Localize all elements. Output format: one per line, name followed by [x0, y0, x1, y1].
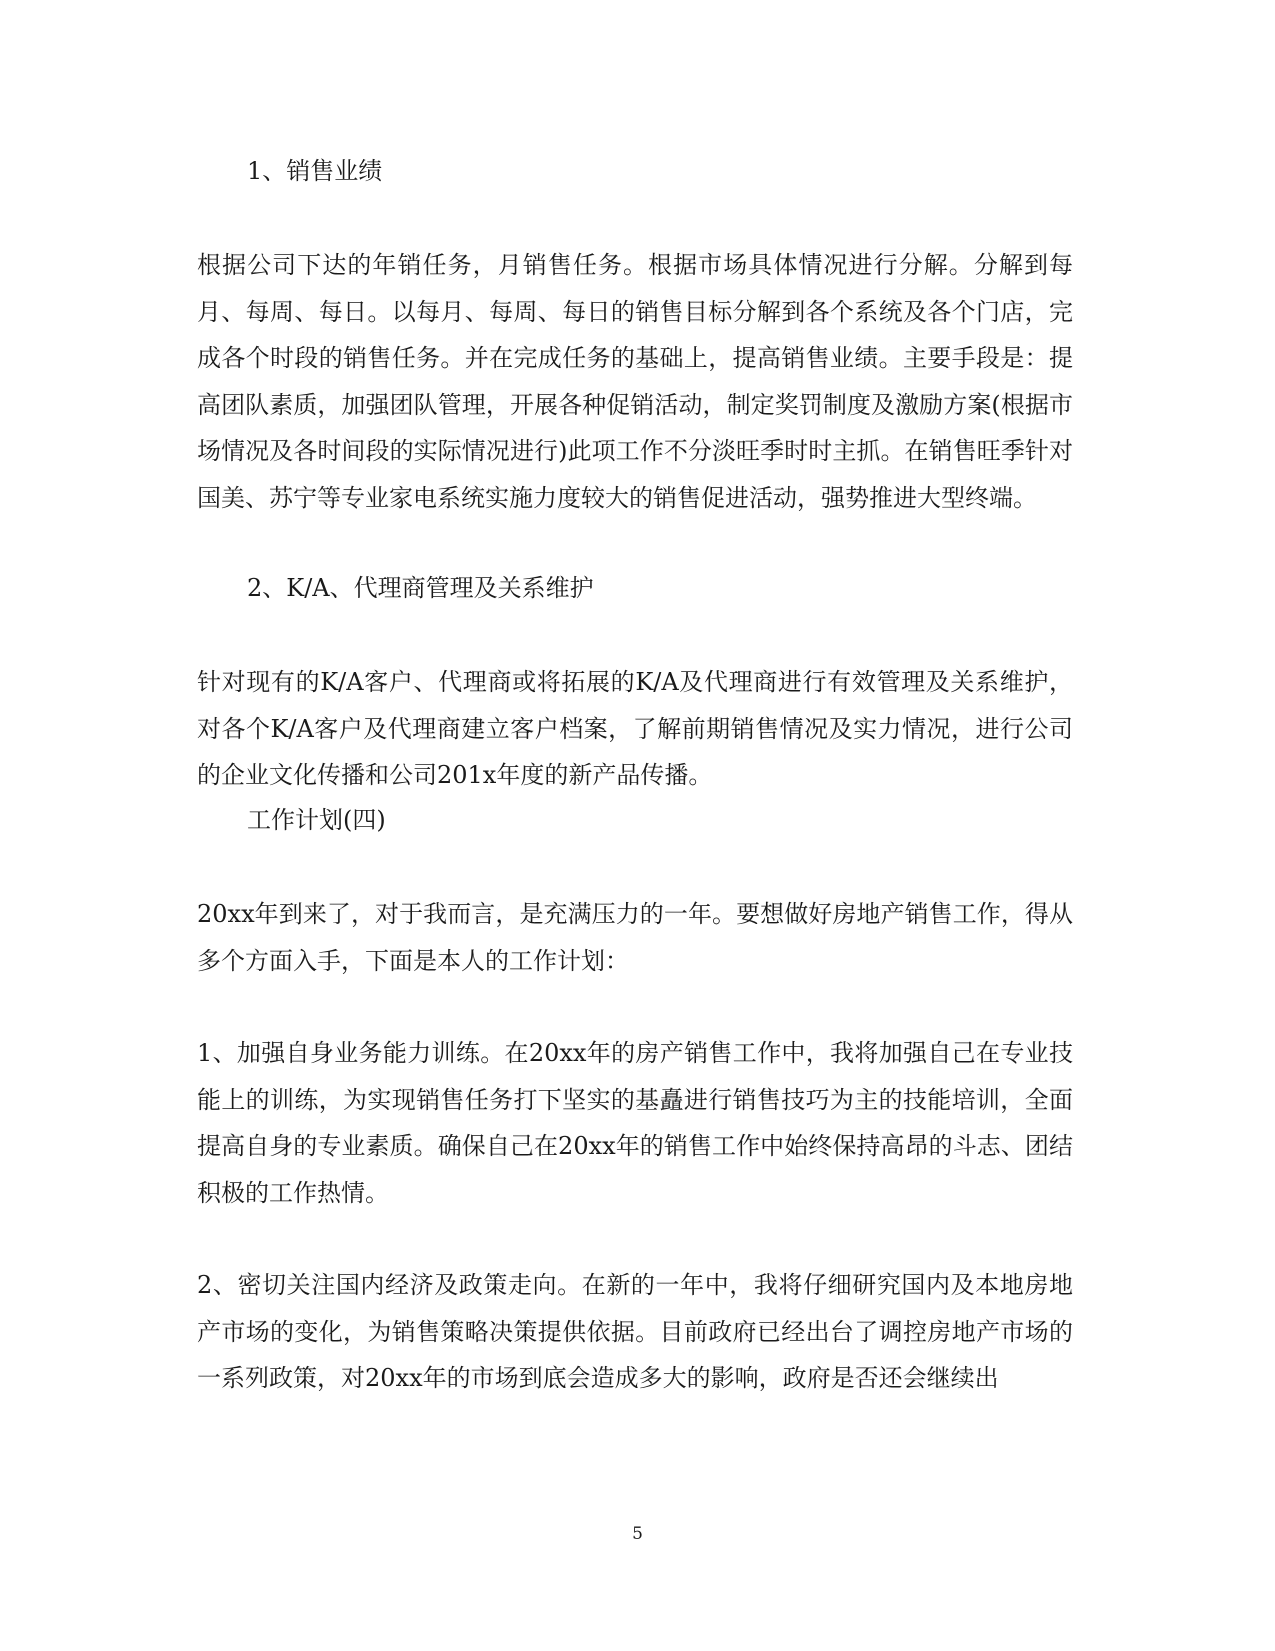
- paragraph-work-plan-intro: 20xx年到来了，对于我而言，是充满压力的一年。要想做好房地产销售工作，得从多个方面入手，下面是本人的工作计划：: [197, 900, 1073, 975]
- page-number: 5: [632, 1524, 643, 1544]
- section-heading-work-plan-four: 工作计划(四): [247, 806, 386, 834]
- paragraph-work-plan-item-2: 2、密切关注国内经济及政策走向。在新的一年中，我将仔细研究国内及本地房地产市场的变化，为销售策略决策提供依据。目前政府已经出台了调控房地产市场的一系列政策，对20xx年的市场到底会造成多大的影响，政府是否还会继续出: [197, 1271, 1073, 1392]
- paragraph-work-plan-item-1: 1、加强自身业务能力训练。在20xx年的房产销售工作中，我将加强自己在专业技能上的训练，为实现销售任务打下坚实的基矗进行销售技巧为主的技能培训，全面提高自身的专业素质。确保自己在20xx年的销售工作中始终保持高昂的斗志、团结积极的工作热情。: [197, 1039, 1073, 1207]
- paragraph-ka-agent-management: 针对现有的K/A客户、代理商或将拓展的K/A及代理商进行有效管理及关系维护，对各个K/A客户及代理商建立客户档案，了解前期销售情况及实力情况，进行公司的企业文化传播和公司201x年度的新产品传播。: [197, 668, 1073, 789]
- section-heading-ka-agent-management: 2、K/A、代理商管理及关系维护: [247, 574, 594, 602]
- paragraph-sales-performance: 根据公司下达的年销任务，月销售任务。根据市场具体情况进行分解。分解到每月、每周、每日。以每月、每周、每日的销售目标分解到各个系统及各个门店，完成各个时段的销售任务。并在完成任务的基础上，提高销售业绩。主要手段是：提高团队素质，加强团队管理，开展各种促销活动，制定奖罚制度及激励方案(根据市场情况及各时间段的实际情况进行)此项工作不分淡旺季时时主抓。在销售旺季针对国美、苏宁等专业家电系统实施力度较大的销售促进活动，强势推进大型终端。: [197, 251, 1073, 512]
- section-heading-sales-performance: 1、销售业绩: [247, 157, 383, 185]
